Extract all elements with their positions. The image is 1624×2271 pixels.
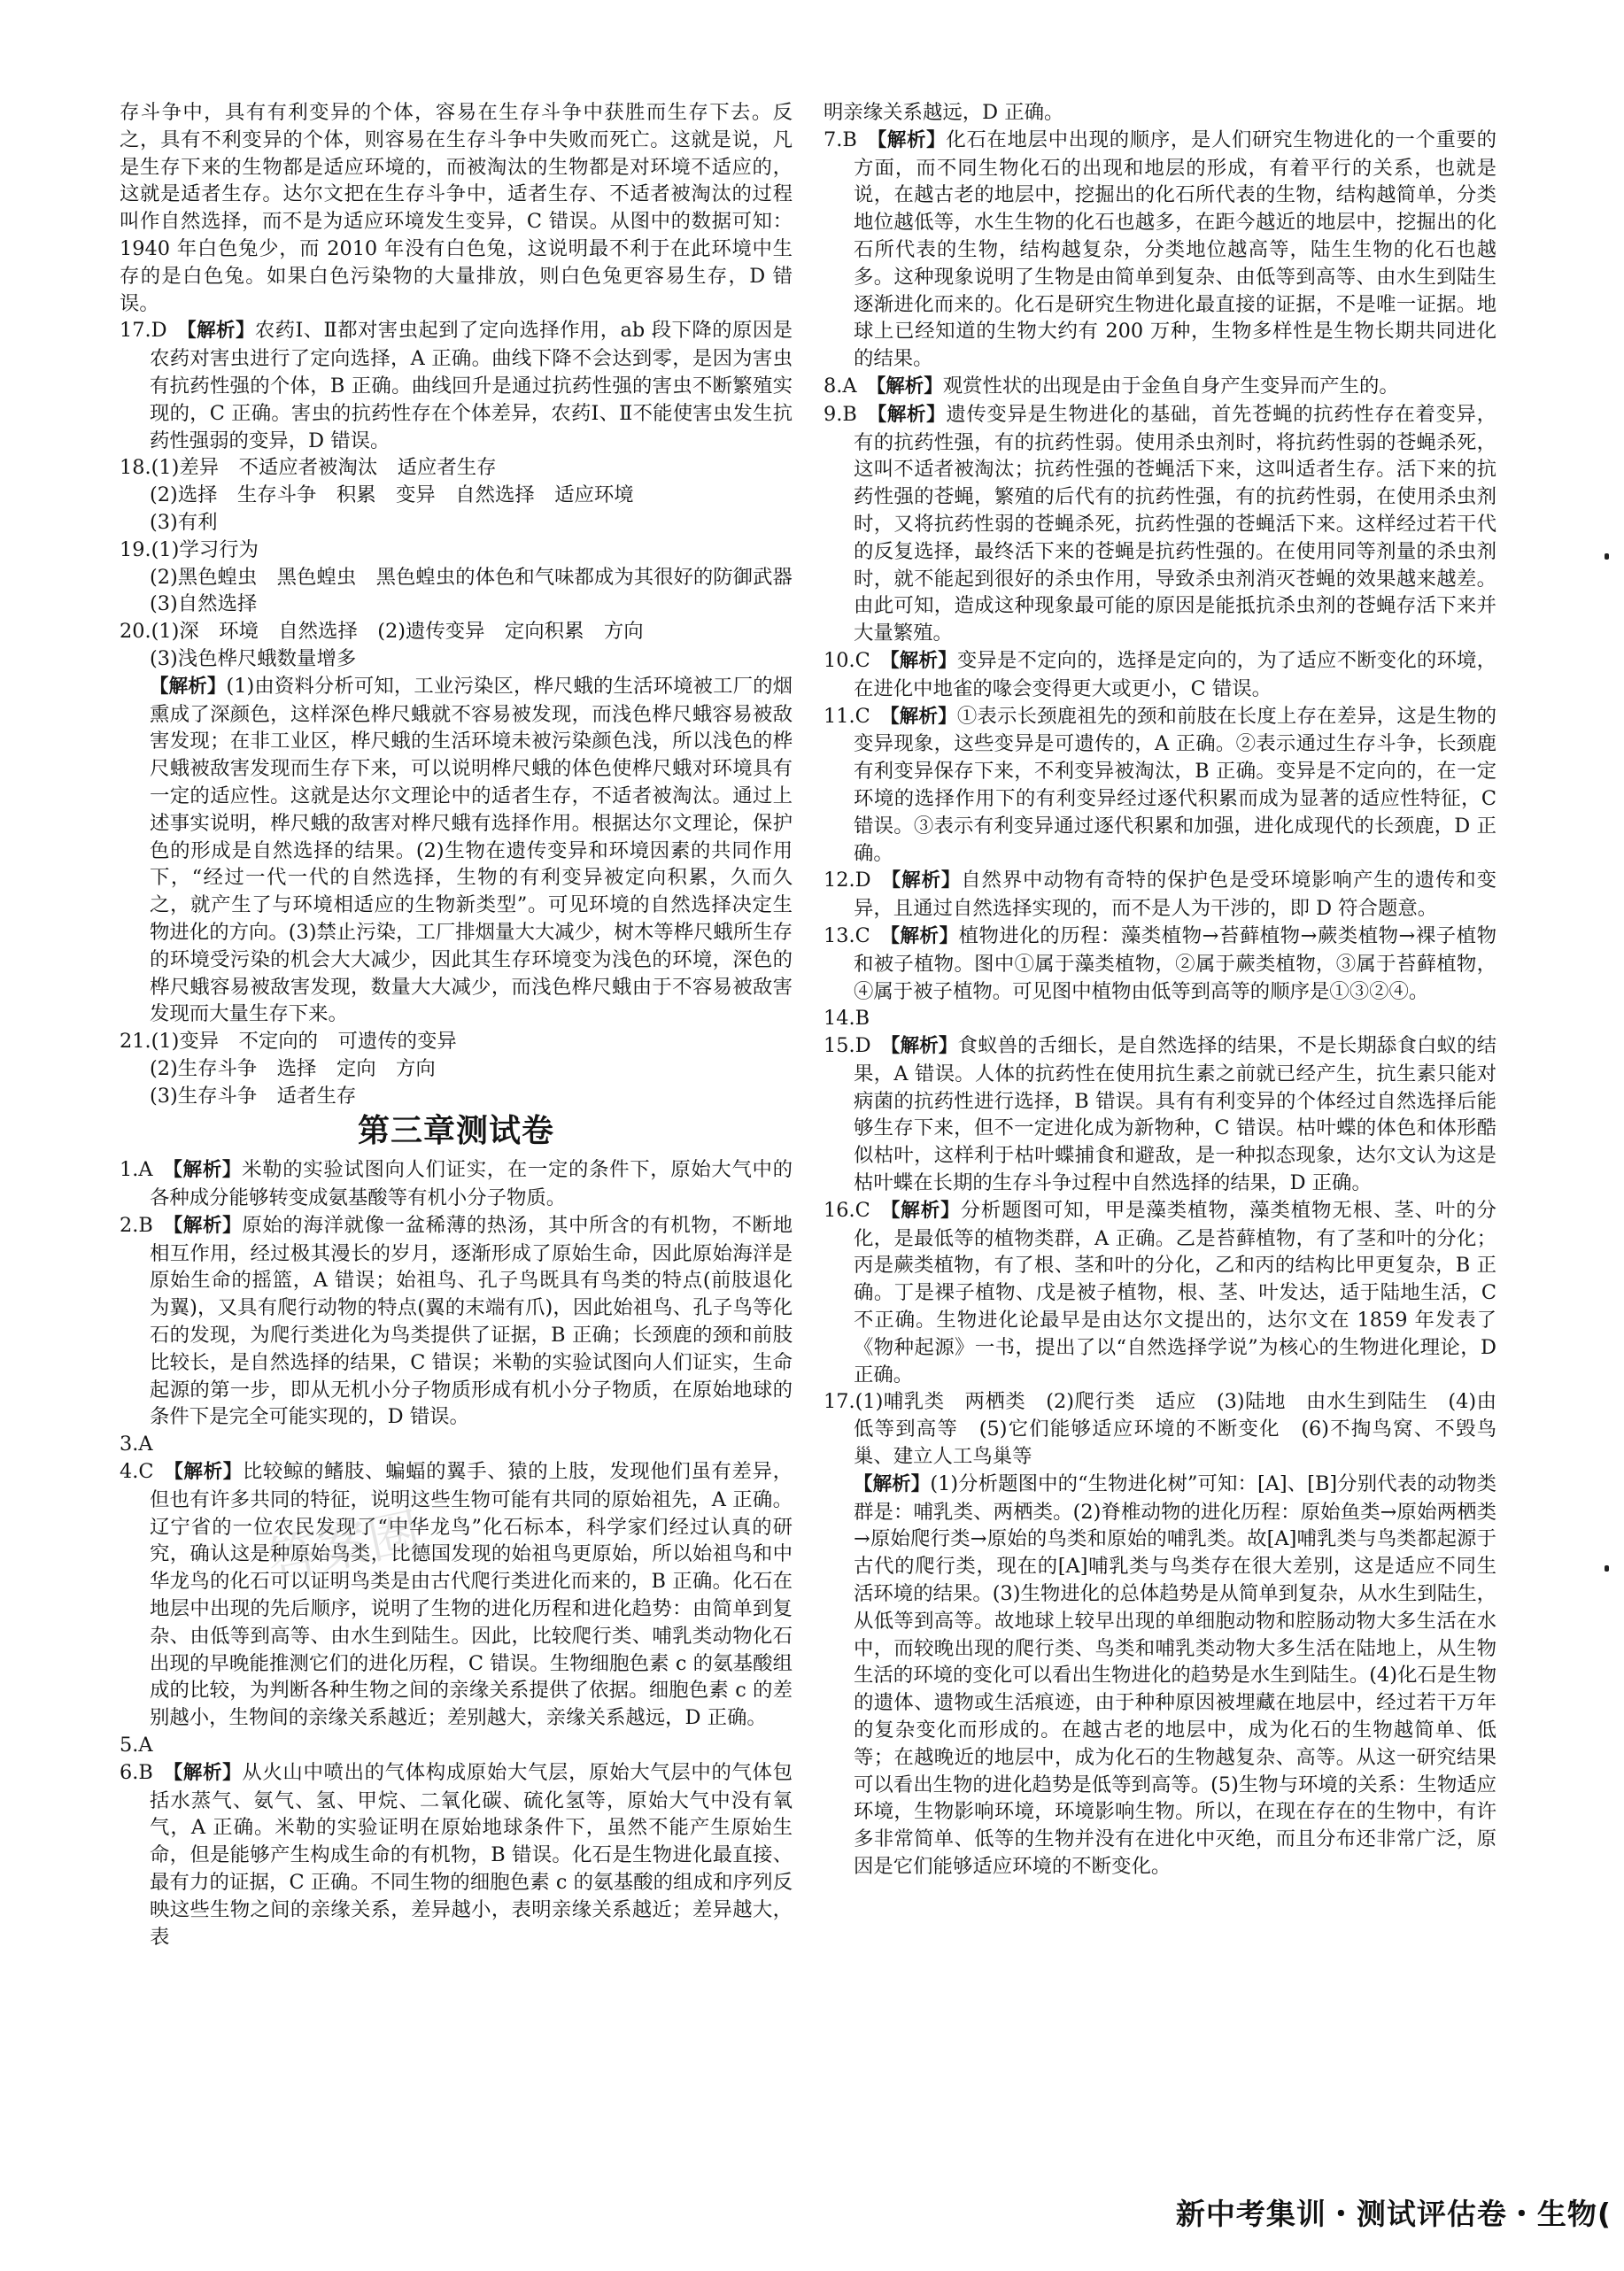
answer-item — [120, 317, 793, 454]
analysis-tag: 【解析】 — [880, 1035, 958, 1058]
analysis-tag: 【解析】 — [163, 1214, 243, 1237]
answer-text: 从火山中喷出的气体构成原始大气层，原始大气层中的气体包括水蒸气、氨气、氢、甲烷、二氧化碳、硫化氢等，原始大气中没有氧气，A 正确。米勒的实验证明在原始地球条件下，虽然不能产生原始生命，但是能够产生构成生命的有机物，B 错误。化石是生物进化最直接、最有力的证据，C 正确。不同生物的细胞色素 c 的氨基酸的组成和序列反映这些生物之间的亲缘关系，差异越小，表明亲缘关系越近；差异越大，表 — [150, 1760, 793, 1949]
question-number: 17.D — [120, 319, 167, 343]
answer-text: (2)选择 生存斗争 积累 变异 自然选择 适应环境 — [150, 483, 634, 507]
answer-item — [120, 1156, 793, 1212]
answer-text: 比较鲸的鳍肢、蝙蝠的翼手、猿的上肢，发现他们虽有差异，但也有许多共同的特征，说明这些生物可能有共同的原始祖先，A 正确。辽宁省的一位农民发现了“中华龙鸟”化石标本，科学家们经过认真的研究，确认这是种原始鸟类，比德国发现的始祖鸟更原始，所以始祖鸟和中华龙鸟的化石可以证明鸟类是由古代爬行类进化而来的，B 正确。化石在地层中出现的先后顺序，说明了生物的进化历程和进化趋势：由简单到复杂、由低等到高等、由水生到陆生。因此，比较爬行类、哺乳类动物化石出现的早晚能推测它们的进化历程，C 错误。生物细胞色素 c 的氨基酸组成的比较，为判断各种生物之间的亲缘关系提供了依据。细胞色素 c 的差别越小，生物间的亲缘关系越近；差别越大，亲缘关系越远，D 正确。 — [150, 1460, 793, 1730]
analysis-tag: 【解析】 — [163, 1761, 243, 1784]
answer-item — [120, 1212, 793, 1431]
analysis-tag: 【解析】 — [879, 1199, 961, 1222]
analysis-tag: 【解析】 — [867, 128, 947, 151]
answer-text: (2)生存斗争 选择 定向 方向 — [150, 1056, 436, 1080]
answer-text: (3)浅色桦尺蛾数量增多 — [150, 646, 357, 670]
answer-text: (3)有利 — [150, 510, 218, 534]
answer-text: 食蚁兽的舌细长，是自然选择的结果，不是长期舔食白蚁的结果，A 错误。人体的抗药性在使用抗生素之前就已经产生，抗生素只能对病菌的抗药性进行选择，B 错误。具有有利变异的个体经过自然选择后能够生存下来，但不一定进化成为新物种，C 错误。枯叶蝶的体色和体形酷似枯叶，这样利于枯叶蝶捕食和避敌，是一种拟态现象，达尔文认为这是枯叶蝶在长期的生存斗争过程中自然选择的结果，D 正确。 — [854, 1034, 1496, 1195]
analysis-tag: 【解析】 — [162, 1159, 243, 1182]
answer-item — [824, 373, 1496, 401]
analysis-tag: 【解析】 — [150, 675, 227, 698]
analysis-tag: 【解析】 — [879, 705, 957, 728]
analysis-tag: 【解析】 — [879, 924, 959, 947]
analysis-paragraph — [824, 1471, 1496, 1881]
answer-item — [120, 1458, 793, 1732]
question-number: 8.A — [824, 374, 857, 398]
sub-answer-line — [120, 1055, 793, 1083]
answer-text: 化石在地层中出现的顺序，是人们研究生物进化的一个重要的方面，而不同生物化石的出现和地层的形成，有着平行的关系，也就是说，在越古老的地层中，挖掘出的化石所代表的生物，结构越简单，分类地位越低等，水生生物的化石也越多，在距今越近的地层中，挖掘出的化石所代表的生物，结构越复杂，分类地位越高等，陆生生物的化石也越多。这种现象说明了生物是由简单到复杂、由低等到高等、由水生到陆生逐渐进化而来的。化石是研究生物进化最直接的证据，不是唯一证据。地球上已经知道的生物大约有 200 万种，生物多样性是生物长期共同进化的结果。 — [854, 127, 1496, 371]
question-number: 19. — [120, 537, 151, 561]
scan-dot-1 — [1605, 553, 1609, 560]
answer-item — [824, 703, 1496, 868]
analysis-text: (1)分析题图中的“生物进化树”可知：[A]、[B]分别代表的动物类群是：哺乳类、两栖类。(2)脊椎动物的进化历程：原始鱼类→原始两栖类→原始爬行类→原始的鸟类和原始的哺乳类。故[A]哺乳类与鸟类都起源于古代的爬行类，现在的[A]哺乳类与鸟类存在很大差别，这是适应不同生活环境的结果。(3)生物进化的总体趋势是从简单到复杂，从水生到陆生，从低等到高等。故地球上较早出现的单细胞动物和腔肠动物大多生活在水中，而较晚出现的爬行类、鸟类和哺乳类动物大多生活在陆地上，从生物生活的环境的变化可以看出生物进化的趋势是水生到陆生。(4)化石是生物的遗体、遗物或生活痕迹，由于种种原因被埋藏在地层中，经过若干万年的复杂变化而形成的。在越古老的地层中，成为化石的生物越简单、低等；在越晚近的地层中，成为化石的生物越复杂、高等。从这一研究结果可以看出生物的进化趋势是低等到高等。(5)生物与环境的关系：生物适应环境，生物影响环境，环境影响生物。所以，在现在存在的生物中，有许多非常简单、低等的生物并没有在进化中灭绝，而且分布还非常广泛，原因是它们能够适应环境的不断变化。 — [854, 1472, 1496, 1878]
paragraph-text: 存斗争中，具有有利变异的个体，容易在生存斗争中获胜而生存下去。反之，具有不利变异的个体，则容易在生存斗争中失败而死亡。这就是说，凡是生存下来的生物都是适应环境的，而被淘汰的生物都是对环境不适应的，这就是适者生存。达尔文把在生存斗争中，适者生存、不适者被淘汰的过程叫作自然选择，而不是为适应环境发生变异，C 错误。从图中的数据可知：1940 年白色兔少，而 2010 年没有白色兔，这说明最不利于在此环境中生存的是白色兔。如果白色污染物的大量排放，则白色兔更容易生存，D 错误。 — [120, 101, 793, 315]
continuation-paragraph — [824, 99, 1496, 127]
sub-answer-line — [120, 482, 793, 509]
answer-text: (1)变异 不定向的 可遗传的变异 — [151, 1030, 457, 1054]
answer-text: (1)学习行为 — [151, 537, 259, 561]
answer-item — [824, 1388, 1496, 1470]
answer-item — [120, 537, 793, 564]
answer-text: (2)黑色蝗虫 黑色蝗虫 黑色蝗虫的体色和气味都成为其很好的防御武器 — [150, 565, 793, 589]
answer-text: 农药Ⅰ、Ⅱ都对害虫起到了定向选择作用，ab 段下降的原因是农药对害虫进行了定向选择，A 正确。曲线下降不会达到零，是因为害虫有抗药性强的个体，B 正确。曲线回升是通过抗药性强的害虫不断繁殖实现的，C 正确。害虫的抗药性存在个体差异，农药Ⅰ、Ⅱ不能使害虫发生抗药性强弱的变异，D 错误。 — [150, 319, 793, 452]
question-number: 14.B — [824, 1007, 870, 1031]
analysis-tag: 【解析】 — [880, 869, 962, 892]
answer-item — [120, 1028, 793, 1055]
question-number: 2.B — [120, 1213, 153, 1237]
answer-item — [120, 1732, 793, 1759]
answer-text: (1)深 环境 自然选择 (2)遗传变异 定向积累 方向 — [151, 620, 644, 644]
sub-answer-line — [120, 645, 793, 673]
answer-text: (3)生存斗争 适者生存 — [150, 1084, 357, 1108]
left-column — [120, 99, 793, 1950]
sub-answer-line — [120, 509, 793, 537]
answer-item — [824, 923, 1496, 1005]
question-number: 17. — [824, 1390, 855, 1414]
question-number: 7.B — [824, 127, 857, 151]
answer-text: (1)差异 不适应者被淘汰 适应者生存 — [151, 456, 497, 480]
question-number: 16.C — [824, 1198, 870, 1222]
question-number: 20. — [120, 620, 151, 644]
answer-text: (1)哺乳类 两栖类 (2)爬行类 适应 (3)陆地 由水生到陆生 (4)由低等到高等 (5)它们能够适应环境的不断变化 (6)不掏鸟窝、不毁鸟巢、建立人工鸟巢等 — [854, 1390, 1496, 1469]
question-number: 21. — [120, 1030, 151, 1054]
analysis-tag: 【解析】 — [854, 1472, 931, 1495]
answer-text: 遗传变异是生物进化的基础，首先苍蝇的抗药性存在着变异，有的抗药性强，有的抗药性弱。使用杀虫剂时，将抗药性弱的苍蝇杀死，这叫不适者被淘汰；抗药性强的苍蝇活下来，这叫适者生存。活下来的抗药性强的苍蝇，繁殖的后代有的抗药性强，有的抗药性弱，在使用杀虫剂时，又将抗药性弱的苍蝇杀死，抗药性强的苍蝇活下来。这样经过若干代的反复选择，最终活下来的苍蝇是抗药性强的。在使用同等剂量的杀虫剂时，就不能起到很好的杀虫作用，导致杀虫剂消灭苍蝇的效果越来越差。由此可知，造成这种现象最可能的原因是能抵抗杀虫剂的苍蝇存活下来并大量繁殖。 — [854, 402, 1496, 645]
sub-answer-line — [120, 564, 793, 591]
analysis-tag: 【解析】 — [176, 320, 255, 343]
answer-item — [824, 867, 1496, 923]
answer-item — [120, 1759, 793, 1951]
scan-dot-2 — [1605, 1565, 1609, 1572]
answer-item — [824, 1005, 1496, 1032]
analysis-tag: 【解析】 — [866, 375, 943, 398]
sub-answer-line — [120, 591, 793, 618]
answer-text: 变异是不定向的，选择是定向的，为了适应不断变化的环境，在进化中地雀的喙会变得更大或更小，C 错误。 — [854, 648, 1496, 700]
question-number: 13.C — [824, 923, 870, 947]
right-column — [824, 99, 1496, 1881]
paragraph-text: 明亲缘关系越远，D 正确。 — [824, 101, 1064, 124]
question-number: 5.A — [120, 1734, 153, 1757]
answer-text: ①表示长颈鹿祖先的颈和前肢在长度上存在差异，这是生物的变异现象，这些变异是可遗传的，A 正确。②表示通过生存斗争，长颈鹿有利变异保存下来，不利变异被淘汰，B 正确。变异是不定向的，在一定环境的选择作用下的有利变异经过逐代积累而成为显著的适应性特征，C 错误。③表示有利变异通过逐代积累和加强，进化成现代的长颈鹿，D 正确。 — [854, 704, 1496, 865]
sub-answer-line — [120, 1083, 793, 1110]
answer-text: (3)自然选择 — [150, 592, 258, 616]
analysis-tag: 【解析】 — [163, 1461, 243, 1484]
answer-item — [824, 1197, 1496, 1389]
question-number: 4.C — [120, 1460, 154, 1484]
answer-item — [824, 401, 1496, 647]
answer-text: 分析题图可知，甲是藻类植物，藻类植物无根、茎、叶的分化，是最低等的植物类群，A 正确。乙是苔藓植物，有了茎和叶的分化；丙是蕨类植物，有了根、茎和叶的分化，乙和丙的结构比甲更复杂，B 正确。丁是裸子植物、戊是被子植物，根、茎、叶发达，适于陆地生活，C 不正确。生物进化论最早是由达尔文提出的，达尔文在 1859 年发表了《物种起源》一书，提出了以“自然选择学说”为核心的生物进化理论，D 正确。 — [854, 1198, 1496, 1387]
question-number: 12.D — [824, 869, 871, 892]
answer-item — [120, 454, 793, 482]
analysis-paragraph — [120, 673, 793, 1028]
chapter-heading: 第三章测试卷 — [357, 1113, 554, 1150]
question-number: 1.A — [120, 1158, 153, 1182]
continuation-paragraph — [120, 99, 793, 317]
question-number: 15.D — [824, 1034, 871, 1058]
answer-item — [120, 1431, 793, 1458]
analysis-text: (1)由资料分析可知，工业污染区，桦尺蛾的生活环境被工厂的烟熏成了深颜色，这样深色桦尺蛾就不容易被发现，而浅色桦尺蛾容易被敌害发现；在非工业区，桦尺蛾的生活环境未被污染颜色浅，所以浅色的桦尺蛾被敌害发现而生存下来，可以说明桦尺蛾的体色使桦尺蛾对环境具有一定的适应性。这就是达尔文理论中的适者生存，不适者被淘汰。通过上述事实说明，桦尺蛾的敌害对桦尺蛾有选择作用。根据达尔文理论，保护色的形成是自然选择的结果。(2)生物在遗传变异和环境因素的共同作用下，“经过一代一代的自然选择，生物的有利变异被定向积累，久而久之，就产生了与环境相适应的生物新类型”。可见环境的自然选择决定生物进化的方向。(3)禁止污染，工厂排烟量大大减少，树木等桦尺蛾所生存的环境受污染的机会大大减少，因此其生存环境变为浅色的环境，深色的桦尺蛾容易被敌害发现，数量大大减少，而浅色桦尺蛾由于不容易被敌害发现而大量生存下来。 — [150, 674, 793, 1026]
answer-text: 自然界中动物有奇特的保护色是受环境影响产生的遗传和变异，且通过自然选择实现的，而不是人为干涉的，即 D 符合题意。 — [854, 869, 1496, 921]
answer-text: 观赏性状的出现是由于金鱼自身产生变异而产生的。 — [942, 374, 1399, 398]
answer-item — [120, 618, 793, 645]
answer-text: 原始的海洋就像一盆稀薄的热汤，其中所含的有机物，不断地相互作用，经过极其漫长的岁月，逐渐形成了原始生命，因此原始海洋是原始生命的摇篮，A 错误；始祖鸟、孔子鸟既具有鸟类的特点(前肢退化为翼)，又具有爬行动物的特点(翼的末端有爪)，因此始祖鸟、孔子鸟等化石的发现，为爬行类进化为鸟类提供了证据，B 正确；长颈鹿的颈和前肢比较长，是自然选择的结果，C 错误；米勒的实验试图向人们证实，生命起源的第一步，即从无机小分子物质形成有机小分子物质，在原始地球的条件下是完全可能实现的，D 错误。 — [150, 1213, 793, 1429]
analysis-tag: 【解析】 — [867, 403, 947, 426]
question-number: 9.B — [824, 402, 857, 426]
answer-item — [824, 1032, 1496, 1197]
answer-text: 植物进化的历程：藻类植物→苔藓植物→蕨类植物→裸子植物和被子植物。图中①属于藻类植物，②属于蕨类植物，③属于苔藓植物，④属于被子植物。可见图中植物由低等到高等的顺序是①③②④。 — [854, 923, 1496, 1003]
question-number: 3.A — [120, 1433, 153, 1456]
footer-series-title: 新中考集训・测试评估卷・生物( — [1175, 2197, 1612, 2231]
answer-item — [824, 127, 1496, 373]
question-number: 10.C — [824, 648, 870, 672]
question-number: 11.C — [824, 704, 870, 728]
answer-item — [824, 647, 1496, 703]
question-number: 6.B — [120, 1760, 153, 1784]
question-number: 18. — [120, 456, 151, 480]
watermark-stamp: 答案圈 — [261, 1501, 426, 1593]
analysis-tag: 【解析】 — [879, 649, 957, 672]
answer-text: 米勒的实验试图向人们证实，在一定的条件下，原始大气中的各种成分能够转变成氨基酸等有机小分子物质。 — [150, 1158, 793, 1210]
